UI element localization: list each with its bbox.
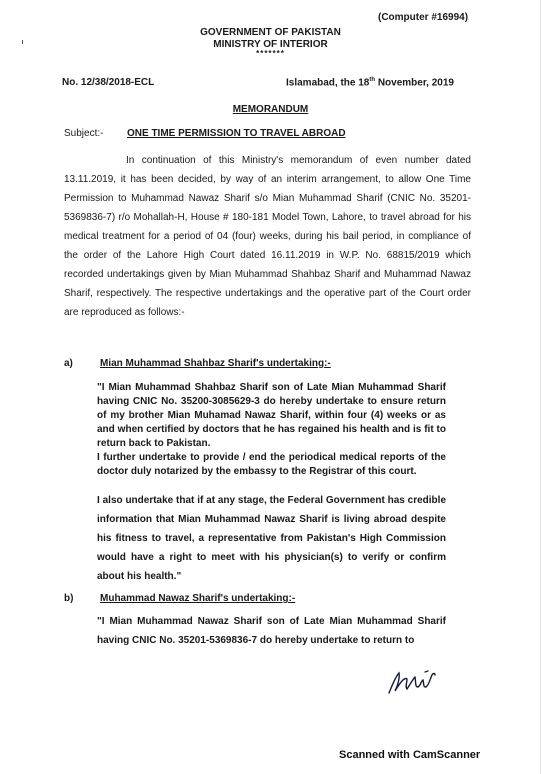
body-paragraph: In continuation of this Ministry's memorandum of even number dated 13.11.2019, it has been decided, by way of an interim arrangement, to allow One Time Permission to Muhammad Nawaz Sharif s/o Mian Muhammad Sharif (CNIC No. 35201-5369836-7) r/o Mohallah-H, House # 180-181 Model Town, Lahore, to travel abroad for his medical treatment for a period of 04 (four) weeks, during his bail period, in compliance of the order of the Lahore High Court dated 16.11.2019 in W.P. No. 68815/2019 which recorded undertakings given by Mian Muhammad Shahbaz Sharif and Muhammad Nawaz Sharif, respectively. The respective undertakings and the operative part of the Court order are reproduced as follows:-: [64, 155, 471, 318]
scanner-watermark: Scanned with CamScanner: [339, 749, 481, 761]
date-prefix: Islamabad, the 18: [286, 77, 370, 89]
subject-text: ONE TIME PERMISSION TO TRAVEL ABROAD: [127, 128, 346, 139]
letterhead-stars: *******: [256, 49, 285, 58]
letterhead: [0, 27, 541, 51]
computer-number: (Computer #16994): [378, 12, 469, 23]
memorandum-title: MEMORANDUM: [232, 104, 309, 115]
section-b-marker: b): [64, 593, 74, 604]
section-a-quote-1: "I Mian Muhammad Shahbaz Sharif son of Late Mian Muhammad Sharif having CNIC No. 35200-3085629-3 do hereby undertake to ensure return of my brother Mian Muhamad Nawaz Sharif, within four (4) weeks or as and when certified by doctors that he has regained his health and is fit to return back to Pakistan.: [97, 382, 446, 449]
subject-label: Subject:-: [64, 128, 104, 139]
section-b-quote-1: "I Mian Muhammad Nawaz Sharif son of Late Mian Muhammad Sharif having CNIC No. 35201-5369836-7 do hereby undertake to return to: [97, 616, 446, 646]
government-line: GOVERNMENT OF PAKISTAN: [200, 27, 341, 38]
memorandum-title-wrap: [0, 104, 541, 115]
ministry-line: MINISTRY OF INTERIOR: [213, 39, 328, 50]
document-date: [286, 77, 454, 88]
section-a-marker: a): [64, 358, 73, 369]
section-a-heading: Mian Muhammad Shahbaz Sharif's undertaking:-: [100, 358, 331, 369]
section-a-quote-3: I also undertake that if at any stage, the Federal Government has credible information that Mian Muhammad Nawaz Sharif is living abroad despite his fitness to travel, a representative from Pakistan's High Commission would have a right to meet with his physician(s) to verify or confirm about his health.": [97, 495, 446, 582]
section-a-quote-2: I further undertake to provide / end the periodical medical reports of the doctor duly notarized by the embassy to the Registrar of this court.: [97, 452, 446, 477]
date-ordinal: th: [369, 77, 376, 83]
signature: [385, 665, 445, 697]
section-b-heading: Muhammad Nawaz Sharif's undertaking:-: [100, 593, 296, 604]
reference-number: No. 12/38/2018-ECL: [62, 77, 155, 88]
date-suffix: November, 2019: [375, 77, 454, 89]
